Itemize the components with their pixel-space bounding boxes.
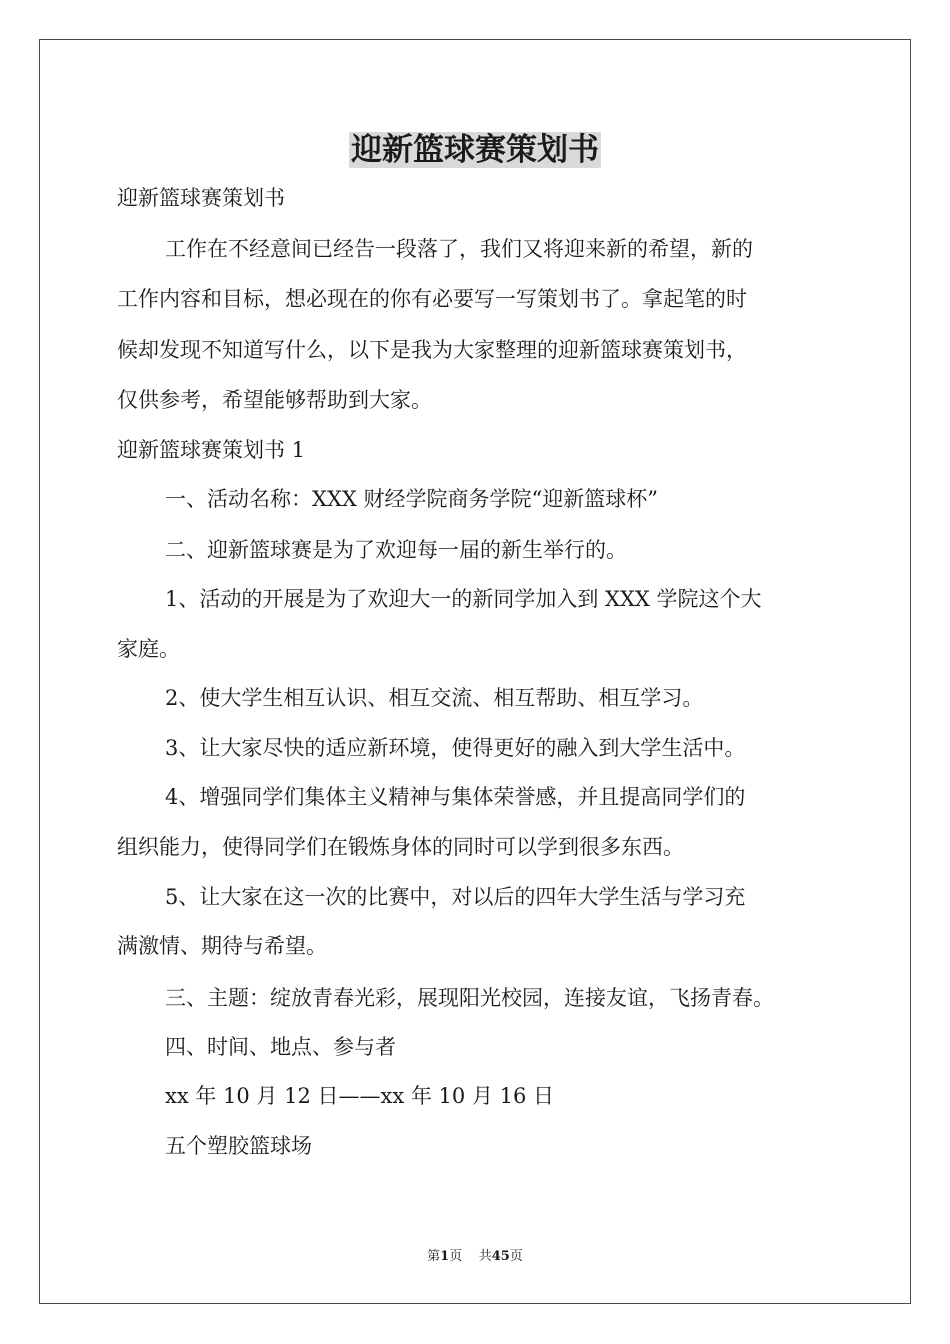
footer-prefix: 第: [427, 1249, 441, 1264]
page-footer: [0, 1247, 950, 1267]
body-line: 组织能力，使得同学们在锻炼身体的同时可以学到很多东西。: [117, 835, 684, 859]
footer-total-suffix: 页: [509, 1249, 523, 1264]
footer-total-prefix: 共: [478, 1249, 492, 1264]
body-line: 四、时间、地点、参与者: [165, 1035, 396, 1059]
section-heading: 迎新篮球赛策划书 1: [117, 438, 306, 462]
footer-total-pages: 45: [491, 1249, 510, 1264]
intro-line: 工作内容和目标，想必现在的你有必要写一写策划书了。拿起笔的时: [117, 287, 747, 311]
body-line: 三、主题：绽放青春光彩，展现阳光校园，连接友谊，飞扬青春。: [165, 986, 774, 1010]
intro-line: 工作在不经意间已经告一段落了，我们又将迎来新的希望，新的: [165, 237, 753, 261]
body-line: 家庭。: [117, 637, 180, 661]
body-line: 2、使大学生相互认识、相互交流、相互帮助、相互学习。: [165, 686, 704, 710]
body-line: 一、活动名称：XXX 财经学院商务学院“迎新篮球杯”: [165, 487, 658, 511]
intro-line: 仅供参考，希望能够帮助到大家。: [117, 388, 432, 412]
body-line: 4、增强同学们集体主义精神与集体荣誉感，并且提高同学们的: [165, 785, 746, 809]
body-line: 五个塑胶篮球场: [165, 1134, 312, 1158]
body-line: 1、活动的开展是为了欢迎大一的新同学加入到 XXX 学院这个大: [165, 587, 762, 611]
document-subtitle: 迎新篮球赛策划书: [117, 186, 285, 210]
intro-line: 候却发现不知道写什么，以下是我为大家整理的迎新篮球赛策划书，: [117, 338, 747, 362]
footer-page-number: 1: [440, 1249, 450, 1264]
body-line: 满激情、期待与希望。: [117, 934, 327, 958]
body-line: xx 年 10 月 12 日——xx 年 10 月 16 日: [165, 1084, 555, 1108]
body-line: 3、让大家尽快的适应新环境，使得更好的融入到大学生活中。: [165, 736, 746, 760]
document-title-text: 迎新篮球赛策划书: [351, 132, 599, 168]
footer-page-suffix: 页: [449, 1249, 463, 1264]
document-title: [0, 124, 950, 176]
body-line: 5、让大家在这一次的比赛中，对以后的四年大学生活与学习充: [165, 885, 746, 909]
page-border: [39, 39, 911, 1304]
body-line: 二、迎新篮球赛是为了欢迎每一届的新生举行的。: [165, 538, 627, 562]
